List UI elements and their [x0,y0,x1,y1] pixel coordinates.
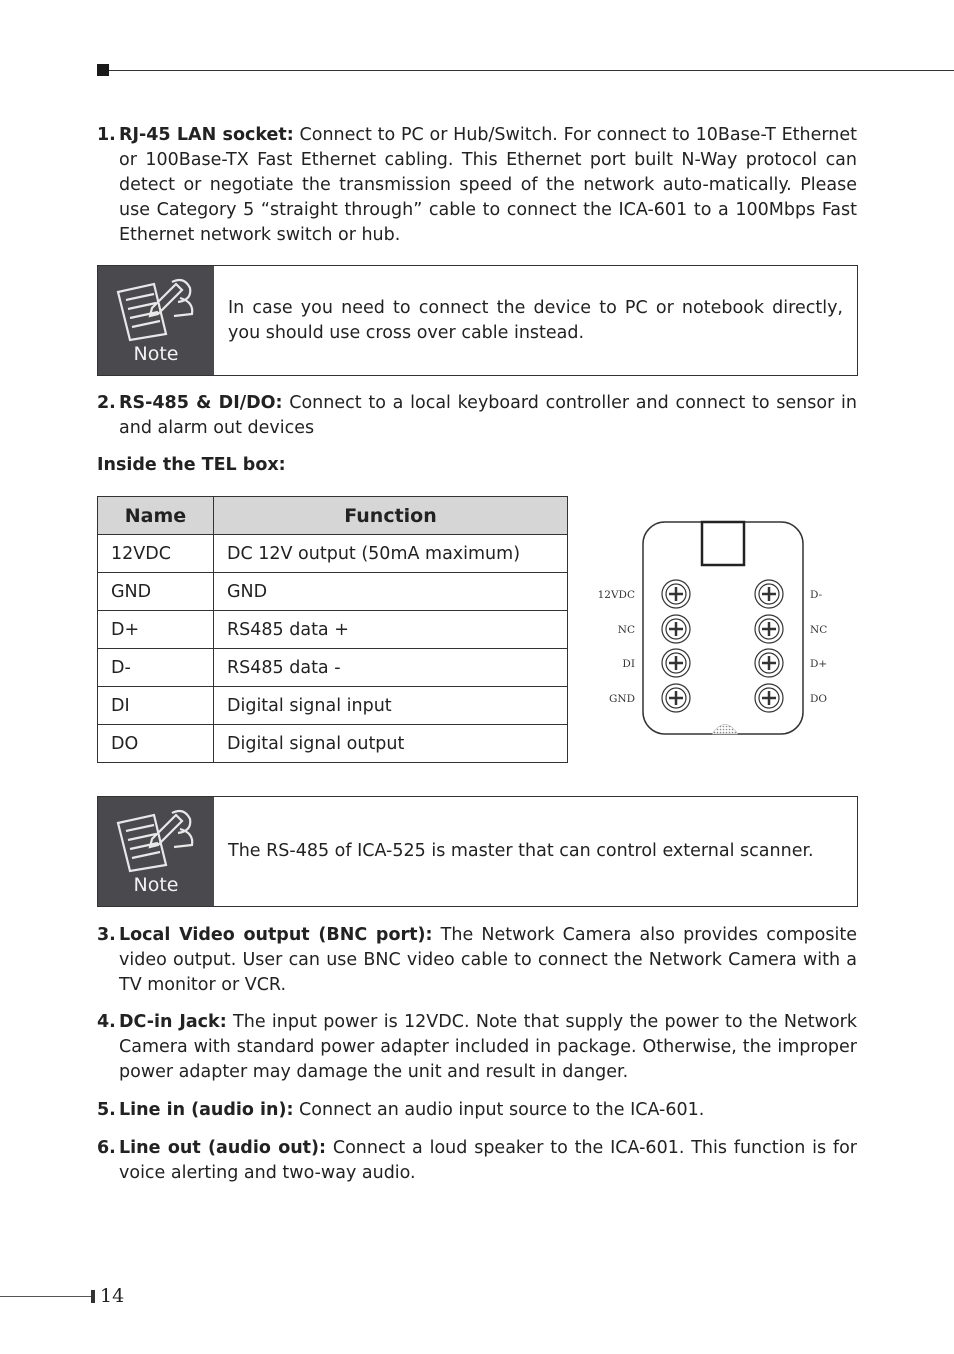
header-square-mark [97,64,109,76]
table-row [98,611,568,649]
item-title: RS-485 & DI/DO: [119,393,283,413]
item-title: Local Video output (BNC port): [119,925,433,945]
pin-label-left: DI [622,658,635,670]
column-header-function: Function [214,497,568,535]
table-row [98,535,568,573]
list-item-video-output [97,923,857,998]
item-title: Line in (audio in): [119,1100,294,1120]
footer-mark [91,1290,95,1303]
list-item-line-in [97,1098,857,1123]
item-number: 6. [97,1138,116,1158]
item-number: 2. [97,393,116,413]
pin-label-left: NC [617,624,635,636]
list-item-dc-jack [97,1010,857,1085]
item-text: Connect to a local keyboard controller and connect to sensor in and alarm out devices [119,393,857,438]
tel-pin-table [97,496,568,763]
list-item-rj45 [97,123,857,248]
pin-name-cell: D+ [98,611,214,649]
table-row [98,687,568,725]
pin-label-right: NC [810,624,828,636]
column-header-name: Name [98,497,214,535]
pin-label-right: D+ [810,658,828,670]
item-title: DC-in Jack: [119,1012,227,1032]
tel-box-connector-slot [702,522,744,565]
note-pen-icon [114,278,198,342]
footer-rule [0,1296,91,1297]
list-item-line-out [97,1136,857,1186]
note-text: The RS-485 of ICA-525 is master that can control external scanner. [228,841,814,861]
pin-function-cell: RS485 data + [214,611,568,649]
note-pen-icon [114,809,198,873]
item-number: 1. [97,125,116,145]
pin-name-cell: GND [98,573,214,611]
item-text: The Network Camera also provides composite video output. User can use BNC video cable to connect the Network Camera with a TV monitor or VCR. [119,925,857,995]
item-text: The input power is 12VDC. Note that supply the power to the Network Camera with standard power adapter included in package. Otherwise, the improper power adapter may damage the unit and result in danger. [119,1012,858,1082]
pin-name-cell: DI [98,687,214,725]
table-header-row [98,497,568,535]
note-label: Note [133,874,179,896]
item-title: Line out (audio out): [119,1138,327,1158]
note-label: Note [133,343,179,365]
table-row [98,725,568,763]
page-number: 14 [100,1285,125,1307]
pin-label-left: GND [609,693,635,705]
note-box-rs485-master [97,796,858,907]
tel-box-diagram [590,515,840,740]
pin-label-left: 12VDC [597,589,635,601]
note-box-crossover [97,265,858,376]
item-number: 5. [97,1100,116,1120]
table-row [98,649,568,687]
note-sidebar [98,266,214,375]
note-sidebar [98,797,214,906]
tel-box-heading: Inside the TEL box: [97,455,286,475]
item-text: Connect to PC or Hub/Switch. For connect to 10Base-T Ethernet or 100Base-TX Fast Ethernet cabling. This Ethernet port built N-Way protocol can detect or negotiate the transmission speed of the network auto-matically. Please use Category 5 “straight through” cable to connect the ICA-601 to a 100Mbps Fast Ethernet network switch or hub. [119,125,857,245]
note-text: In case you need to connect the device to PC or notebook directly, you should use cross over cable instead. [228,297,843,343]
list-item-rs485 [97,391,857,441]
item-text: Connect a loud speaker to the ICA-601. This function is for voice alerting and two-way audio. [119,1138,857,1183]
table-row [98,573,568,611]
pin-name-cell: D- [98,649,214,687]
item-number: 3. [97,925,116,945]
item-text: Connect an audio input source to the ICA-601. [293,1100,705,1120]
pin-function-cell: RS485 data - [214,649,568,687]
item-number: 4. [97,1012,116,1032]
pin-function-cell: DC 12V output (50mA maximum) [214,535,568,573]
item-title: RJ-45 LAN socket: [119,125,294,145]
header-rule [109,70,954,71]
pin-function-cell: Digital signal output [214,725,568,763]
pin-label-right: D- [810,589,823,601]
pin-name-cell: DO [98,725,214,763]
pin-function-cell: GND [214,573,568,611]
pin-name-cell: 12VDC [98,535,214,573]
pin-label-right: DO [810,693,828,705]
pin-function-cell: Digital signal input [214,687,568,725]
